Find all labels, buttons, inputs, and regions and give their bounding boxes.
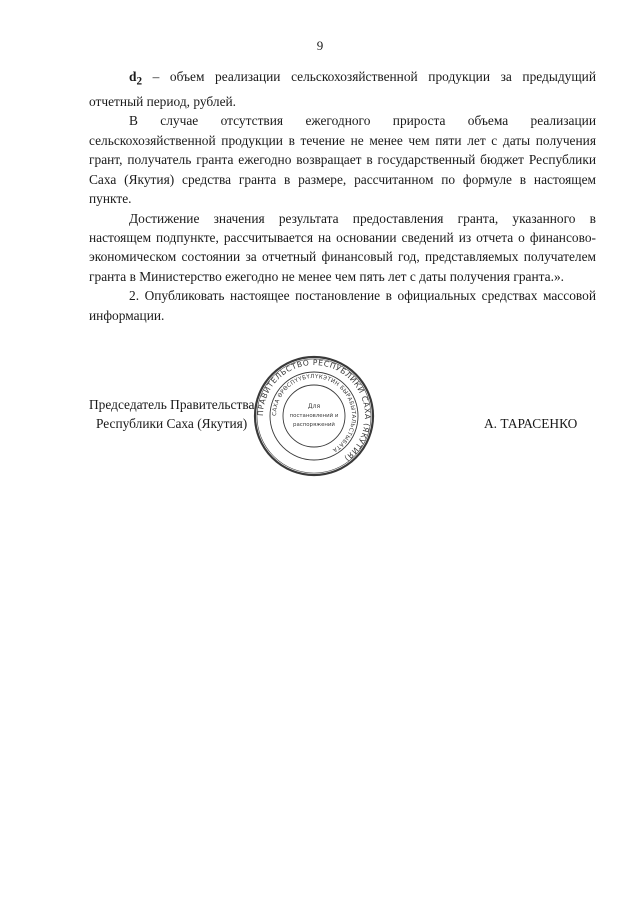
definition-text: – объем реализации сельскохозяйственной продукции за предыдущий отчетный период, рублей.: [89, 69, 596, 110]
paragraph-result-achievement: Достижение значения результата предоставления гранта, указанного в настоящем подпункте, рассчитывается на основании сведений из отчета о финансово-экономическом состоянии за отчетный финансовый год, представляемых получателем гранта в Министерство ежегодно не менее чем пять лет с даты получения гранта.».: [89, 210, 596, 284]
signatory-title-line1: Председатель Правительства: [89, 397, 255, 412]
seal-graphic: [253, 355, 375, 477]
document-body: [89, 67, 596, 325]
official-seal: [253, 355, 375, 477]
signatory-title-line2: Республики Саха (Якутия): [96, 416, 248, 432]
seal-outer-text: ПРАВИТЕЛЬСТВО РЕСПУБЛИКИ САХА (ЯКУТИЯ): [255, 357, 373, 464]
paragraph-grant-return: В случае отсутствия ежегодного прироста объема реализации сельскохозяйственной продукции в течение не менее чем пяти лет с даты получения грант, получатель гранта ежегодно возвращает в государственный бюджет Республики Саха (Якутия) средства гранта в размере, рассчитанном по формуле в настоящем пункте.: [89, 113, 596, 207]
variable-letter: d: [129, 69, 137, 84]
signatory-name: А. ТАРАСЕНКО: [484, 416, 578, 431]
paragraph-publication: 2. Опубликовать настоящее постановление в официальных средствах массовой информации.: [89, 288, 596, 323]
definition-paragraph: [89, 67, 596, 111]
variable-subscript: 2: [136, 75, 143, 88]
seal-center-line3: распоряжений: [293, 422, 335, 428]
seal-center-line1: Для: [307, 403, 321, 410]
signatory-title: [89, 395, 254, 434]
seal-center-line2: постановлений и: [289, 413, 339, 419]
page-number: 9: [316, 38, 324, 53]
seal-inner-text: САХА ӨРӨСПҮҮБҮЛҮКЭТИН БЫРАБЫТАЛЬСТЫБАТА: [271, 373, 357, 453]
variable-symbol: [129, 69, 143, 88]
